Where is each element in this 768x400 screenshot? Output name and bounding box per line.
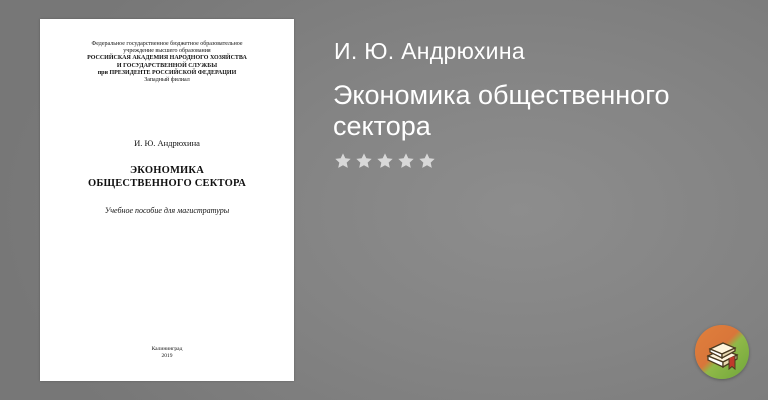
cover-imprint — [40, 346, 294, 360]
book-title[interactable]: Экономика общественного сектора — [333, 80, 670, 141]
cover-org-line: РОССИЙСКАЯ АКАДЕМИЯ НАРОДНОГО ХОЗЯЙСТВА — [87, 55, 247, 62]
cover-organization — [40, 41, 294, 84]
cover-title-line: ЭКОНОМИКА — [129, 165, 205, 176]
star-icon[interactable] — [355, 152, 373, 170]
cover-subtitle: Учебное пособие для магистратуры — [104, 206, 230, 215]
cover-title-line: ОБЩЕСТВЕННОГО СЕКТОРА — [87, 178, 247, 189]
cover-org-line: Западный филиал — [144, 77, 190, 84]
rating-stars[interactable] — [334, 152, 436, 170]
cover-org-line: при ПРЕЗИДЕНТЕ РОССИЙСКОЙ ФЕДЕРАЦИИ — [97, 69, 237, 76]
cover-org-line: И ГОСУДАРСТВЕННОЙ СЛУЖБЫ — [116, 62, 218, 69]
star-icon[interactable] — [376, 152, 394, 170]
star-icon[interactable] — [418, 152, 436, 170]
star-icon[interactable] — [397, 152, 415, 170]
book-author[interactable]: И. Ю. Андрюхина — [334, 38, 525, 64]
cover-org-line: учреждение высшего образования — [123, 48, 211, 55]
book-cover[interactable] — [40, 19, 294, 381]
cover-title — [40, 164, 294, 190]
cover-org-line: Федеральное государственное бюджетное образовательное — [91, 41, 243, 47]
book-stack-logo-icon[interactable] — [695, 325, 749, 379]
star-icon[interactable] — [334, 152, 352, 170]
cover-author: И. Ю. Андрюхина — [134, 138, 200, 148]
cover-year: 2019 — [161, 353, 173, 359]
cover-city: Калининград — [151, 346, 183, 352]
